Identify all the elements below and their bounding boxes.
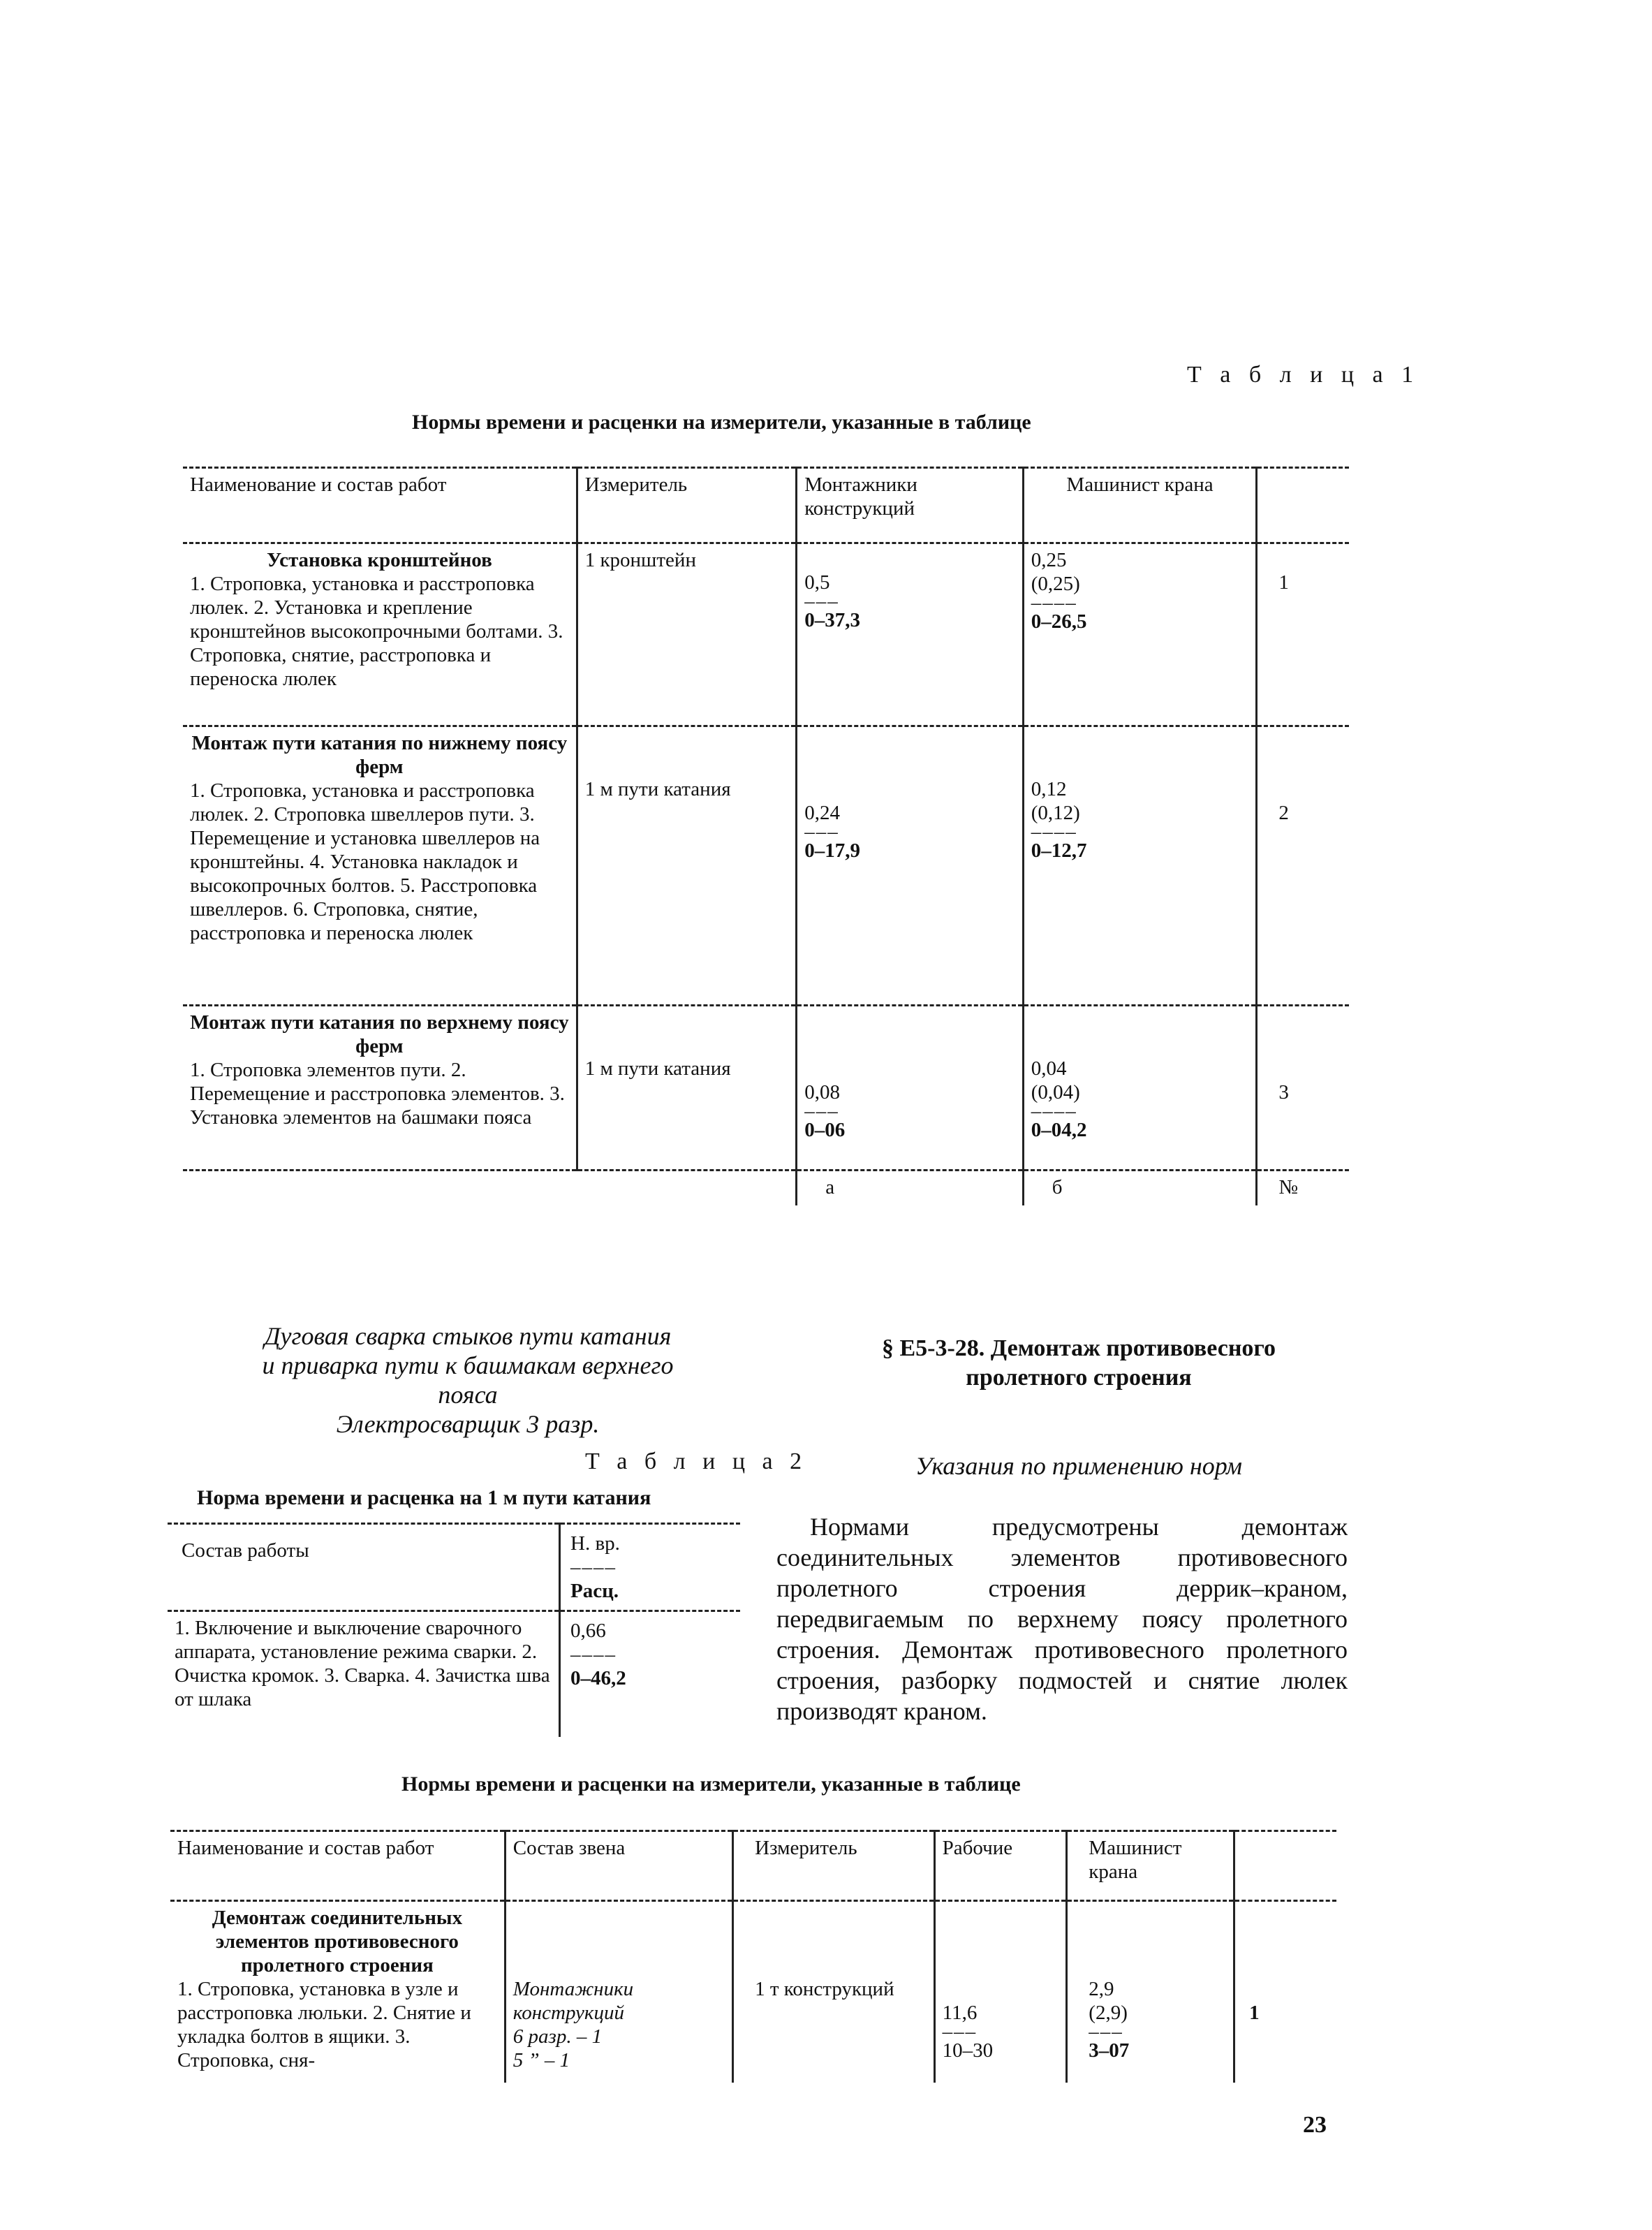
work-cell: [170, 1901, 505, 2083]
col-header-work: Состав работы: [168, 1524, 560, 1611]
col-header-unit: Измеритель: [733, 1831, 935, 1901]
fitters-norm: 0,5 ––– 0–37,3: [797, 543, 1024, 726]
crane-norm: 0,12 (0,12) –––– 0–12,7: [1023, 726, 1257, 1006]
workers-norm: 11,6 ––– 10–30: [934, 1901, 1067, 2083]
work-cell: [183, 1006, 577, 1171]
work-text: 1. Строповка, установка в узле и расстроповка люльки. 2. Снятие и укладка болтов в ящики. 3. Строповка, сня-: [177, 1978, 471, 2071]
unit-cell: 1 кронштейн: [577, 543, 797, 726]
col-header-unit: Измеритель: [577, 468, 797, 543]
footer-col-a: а: [797, 1171, 1024, 1205]
col-header-crane-operator: Машинист крана: [1067, 1831, 1234, 1901]
crane-norm: 0,25 (0,25) –––– 0–26,5: [1023, 543, 1257, 726]
fitters-norm: 0,08 ––– 0–06: [797, 1006, 1024, 1171]
crew-cell: Монтажники конструкций 6 разр. – 1 5 ” – 1: [505, 1901, 732, 2083]
table-label: Т а б л и ц а 1: [1187, 362, 1420, 388]
paragraph: Нормами предусмотрены демонтаж соединительных элементов противовесного пролетного строения деррик–краном, передвигаемым по верхнему поясу пролетного строения. Демонтаж противовесного пролетного строения, разборку подмостей и снятие люлек производят краном.: [776, 1513, 1348, 1725]
col-header-empty: [1234, 1831, 1336, 1901]
norms-table-1: [183, 467, 1349, 1205]
table-caption: Нормы времени и расценки на измерители, указанные в таблице: [401, 1773, 1021, 1796]
unit-cell: 1 м пути катания: [577, 726, 797, 1006]
col-header-workers: Рабочие: [934, 1831, 1067, 1901]
table-row: [183, 726, 1349, 1006]
table-caption: Норма времени и расценка на 1 м пути катания: [197, 1486, 651, 1509]
work-title: Монтаж пути катания по нижнему поясу ферм: [191, 732, 568, 778]
row-number: 1: [1249, 2002, 1260, 2024]
table-caption: Нормы времени и расценки на измерители, указанные в таблице: [412, 411, 1031, 434]
table-row: [183, 543, 1349, 726]
col-header-crew: Состав звена: [505, 1831, 732, 1901]
col-header-name: Наименование и состав работ: [170, 1831, 505, 1901]
section-title: § Е5-3-28. Демонтаж противовесного пролетного строения: [881, 1335, 1276, 1391]
work-title: Монтаж пути катания по верхнему поясу ферм: [190, 1011, 569, 1057]
table-footer-row: [183, 1171, 1349, 1205]
work-title: Демонтаж соединительных элементов противовесного пролетного строения: [212, 1907, 463, 1976]
col-header-crane-operator: Машинист крана: [1023, 468, 1257, 543]
table-row: [183, 1006, 1349, 1171]
unit-cell: 1 т конструкций: [733, 1901, 935, 2083]
crane-norm: 2,9 (2,9) ––– 3–07: [1067, 1901, 1234, 2083]
row-number: 1: [1278, 571, 1289, 594]
unit-cell: 1 м пути катания: [577, 1006, 797, 1171]
footer-col-b: б: [1023, 1171, 1257, 1205]
footer-col-number: №: [1278, 1176, 1298, 1198]
norm-value: 0,66 –––– 0–46,2: [570, 1620, 626, 1689]
col-header-fitters: Монтажники конструкций: [797, 468, 1024, 543]
subheading: Указания по применению норм: [915, 1452, 1242, 1480]
page-number: 23: [1303, 2112, 1327, 2138]
table-row: [168, 1611, 740, 1737]
work-cell: [183, 726, 577, 1006]
crane-norm: 0,04 (0,04) –––– 0–04,2: [1023, 1006, 1257, 1171]
row-number: 2: [1278, 802, 1289, 824]
work-text: 1. Включение и выключение сварочного аппарата, установление режима сварки. 2. Очистка кромок. 3. Сварка. 4. Зачистка шва от шлака: [168, 1611, 560, 1737]
col-header-name: Наименование и состав работ: [183, 468, 577, 543]
work-text: 1. Строповка, установка и расстроповка люлек. 2. Установка и крепление кронштейнов высокопрочными болтами. 3. Строповка, снятие, расстроповка и переноска люлек: [190, 573, 563, 690]
work-text: 1. Строповка элементов пути. 2. Перемещение и расстроповка элементов. 3. Установка элементов на башмаки пояса: [190, 1059, 565, 1129]
work-title: Установка кронштейнов: [266, 549, 492, 571]
fitters-norm: 0,24 ––– 0–17,9: [797, 726, 1024, 1006]
work-cell: [183, 543, 577, 726]
col-header-empty: [1257, 468, 1349, 543]
col-header-norm: Н. вр. –––– Расц.: [570, 1532, 620, 1602]
welding-heading: Дуговая сварка стыков пути катания и приварка пути к башмакам верхнего пояса Электросварщик 3 разр.: [262, 1322, 674, 1438]
norms-table-3: [170, 1830, 1336, 2083]
norms-table-2: [168, 1523, 740, 1737]
work-text: 1. Строповка, установка и расстроповка люлек. 2. Строповка швеллеров пути. 3. Перемещение и установка швеллеров на кронштейны. 4. Установка накладок и высокопрочных болтов. 5. Расстроповка швеллеров. 6. Строповка, снятие, расстроповка и переноска люлек: [190, 779, 540, 944]
row-number: 3: [1278, 1081, 1289, 1103]
table-label: Т а б л и ц а 2: [585, 1448, 808, 1474]
table-row: [170, 1901, 1336, 2083]
